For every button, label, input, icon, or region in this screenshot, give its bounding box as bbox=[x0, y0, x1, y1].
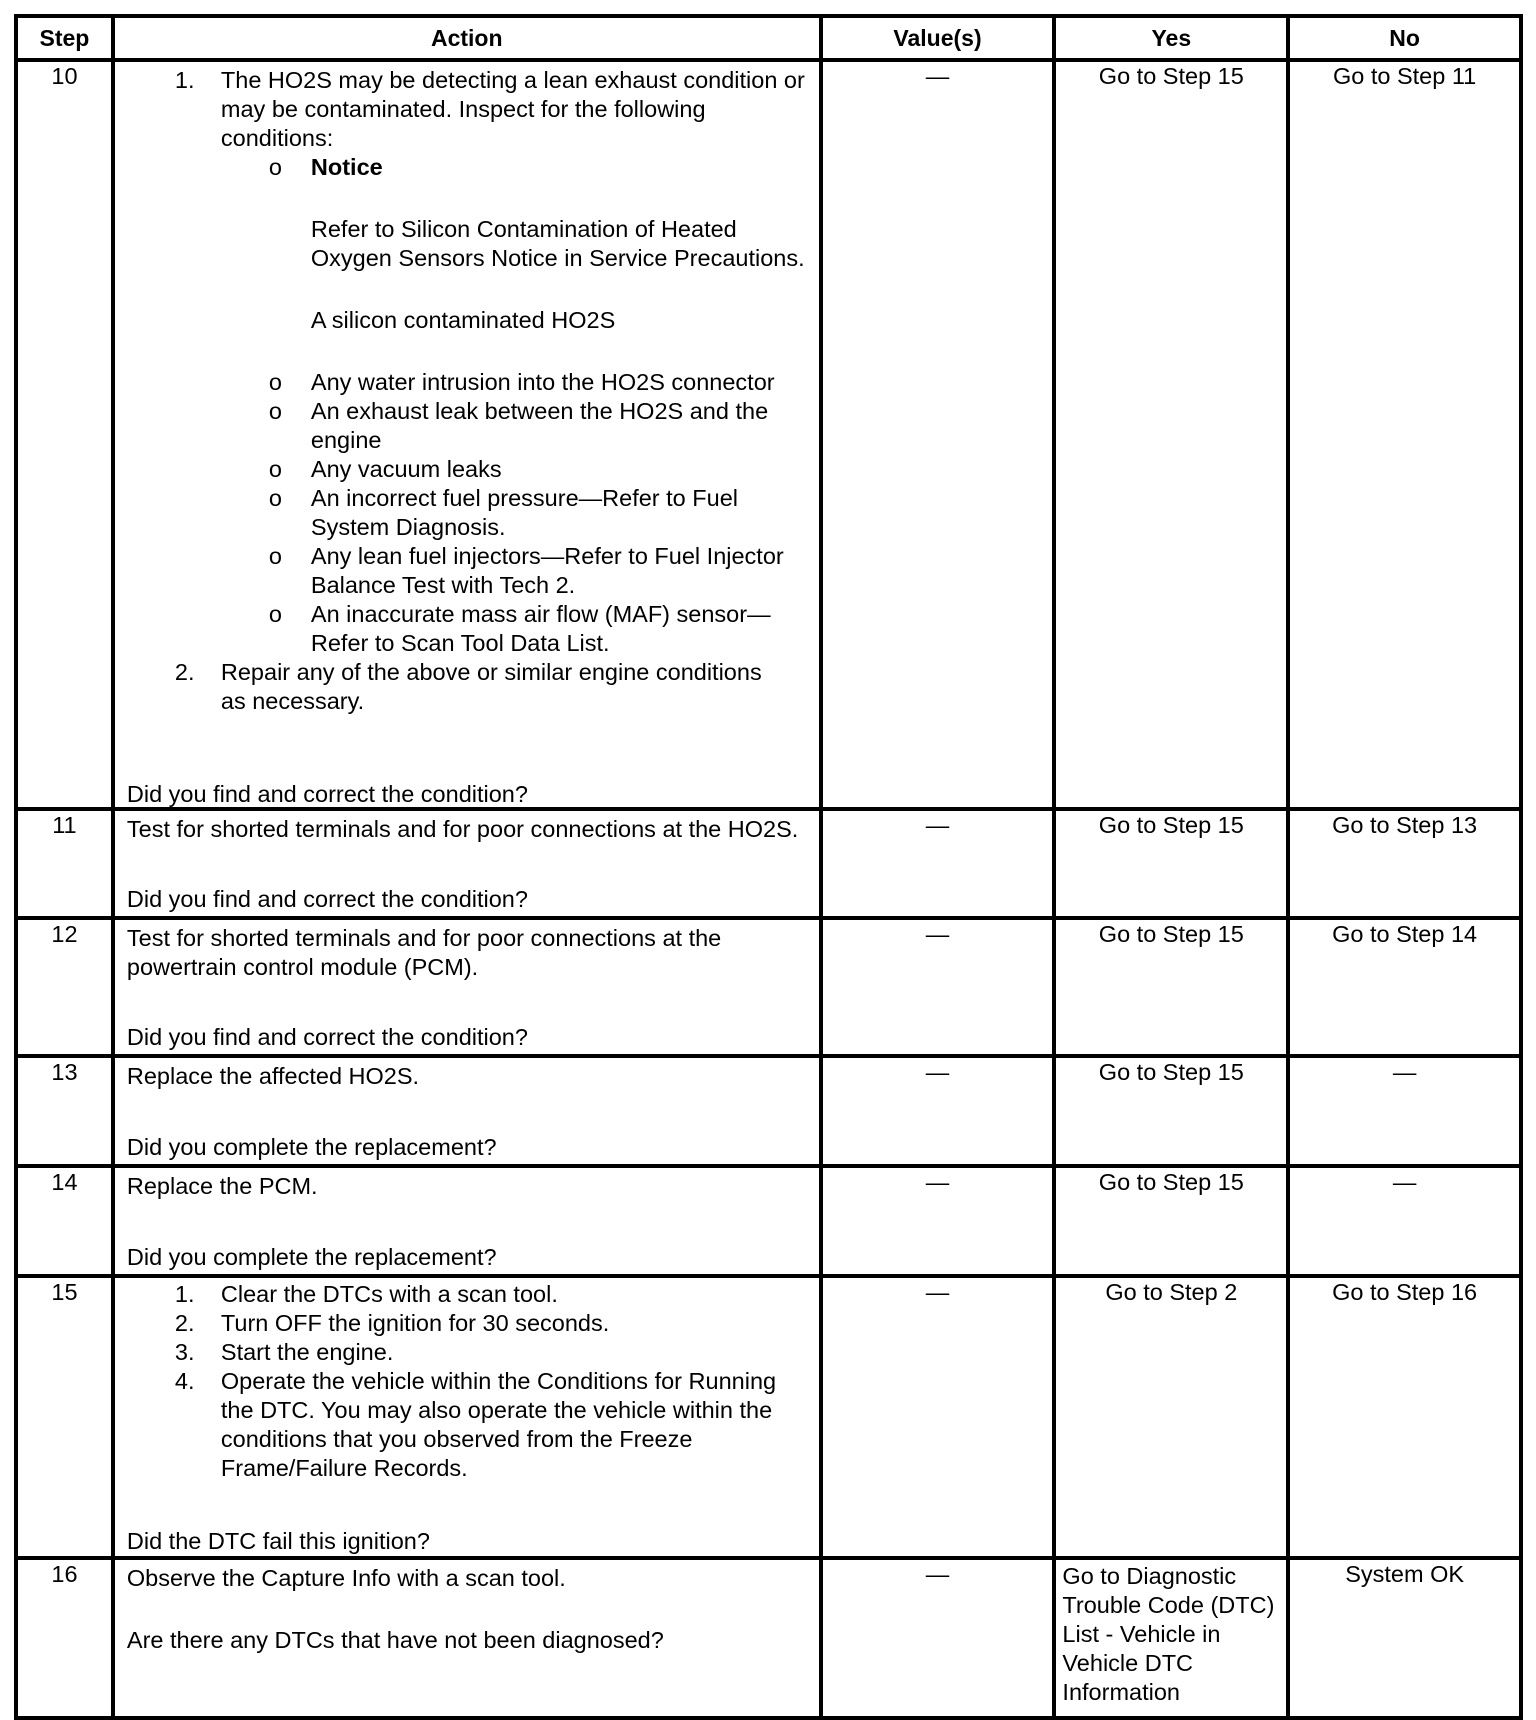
header-yes: Yes bbox=[1054, 16, 1288, 60]
no-cell: Go to Step 11 bbox=[1288, 60, 1521, 809]
condition-text: Any vacuum leaks bbox=[310, 456, 502, 482]
list-item bbox=[121, 66, 813, 658]
action-cell bbox=[113, 1276, 821, 1558]
bullet: o bbox=[268, 456, 282, 482]
question-text: Did you find and correct the condition? bbox=[126, 886, 528, 912]
list-item bbox=[121, 1280, 783, 1309]
table-row-step-13 bbox=[16, 1056, 1521, 1166]
yes-cell: Go to Step 15 bbox=[1054, 1056, 1288, 1166]
table-row-step-10 bbox=[16, 60, 1521, 809]
action-text: The HO2S may be detecting a lean exhaust condition or may be contaminated. Inspect for the following conditions: bbox=[220, 67, 805, 151]
value-cell: — bbox=[821, 1166, 1055, 1276]
no-cell: Go to Step 16 bbox=[1288, 1276, 1521, 1558]
value-cell: — bbox=[821, 1056, 1055, 1166]
question-text: Did you find and correct the condition? bbox=[126, 1024, 528, 1050]
condition-text: An incorrect fuel pressure—Refer to Fuel System Diagnosis. bbox=[310, 485, 738, 540]
condition-text: Any water intrusion into the HO2S connector bbox=[310, 369, 775, 395]
value-cell: — bbox=[821, 918, 1055, 1056]
action-cell bbox=[113, 1166, 821, 1276]
action-text: Replace the affected HO2S. bbox=[126, 1063, 420, 1089]
action-list bbox=[121, 1280, 813, 1483]
step-number: 15 bbox=[16, 1276, 113, 1558]
table-row-step-14 bbox=[16, 1166, 1521, 1276]
list-item bbox=[121, 1309, 783, 1338]
action-cell bbox=[113, 1558, 821, 1718]
condition-item bbox=[211, 484, 813, 542]
condition-item bbox=[211, 397, 813, 455]
question-text: Are there any DTCs that have not been diagnosed? bbox=[126, 1627, 664, 1653]
notice-title: Notice bbox=[310, 154, 383, 180]
action-cell bbox=[113, 60, 821, 809]
list-number: 1. bbox=[174, 1281, 195, 1307]
action-list bbox=[121, 66, 813, 716]
condition-item bbox=[211, 455, 813, 484]
list-number: 2. bbox=[174, 1310, 195, 1336]
step-number: 16 bbox=[16, 1558, 113, 1718]
header-values: Value(s) bbox=[821, 16, 1055, 60]
yes-cell: Go to Step 15 bbox=[1054, 809, 1288, 918]
yes-cell: Go to Diagnostic Trouble Code (DTC) List - Vehicle in Vehicle DTC Information bbox=[1054, 1558, 1288, 1718]
value-cell: — bbox=[821, 60, 1055, 809]
action-cell bbox=[113, 1056, 821, 1166]
yes-cell: Go to Step 15 bbox=[1054, 1166, 1288, 1276]
no-cell: Go to Step 13 bbox=[1288, 809, 1521, 918]
list-number: 3. bbox=[174, 1339, 195, 1365]
yes-cell: Go to Step 15 bbox=[1054, 918, 1288, 1056]
header-row bbox=[16, 16, 1521, 60]
action-cell bbox=[113, 809, 821, 918]
action-text: Clear the DTCs with a scan tool. bbox=[220, 1281, 558, 1307]
step-number: 12 bbox=[16, 918, 113, 1056]
action-text: Test for shorted terminals and for poor connections at the HO2S. bbox=[126, 816, 799, 842]
question-text: Did the DTC fail this ignition? bbox=[126, 1528, 430, 1554]
bullet: o bbox=[268, 543, 282, 569]
condition-text: Any lean fuel injectors—Refer to Fuel Injector Balance Test with Tech 2. bbox=[310, 543, 784, 598]
question-text: Did you complete the replacement? bbox=[126, 1134, 497, 1160]
table-row-step-12 bbox=[16, 918, 1521, 1056]
list-number: 4. bbox=[174, 1368, 195, 1394]
action-text: Test for shorted terminals and for poor connections at the powertrain control module (PCM). bbox=[126, 925, 722, 980]
table-row-step-11 bbox=[16, 809, 1521, 918]
no-cell: — bbox=[1288, 1056, 1521, 1166]
bullet: o bbox=[268, 398, 282, 424]
action-text: Repair any of the above or similar engine conditions as necessary. bbox=[220, 659, 762, 714]
condition-text: An exhaust leak between the HO2S and the engine bbox=[310, 398, 769, 453]
list-number: 1. bbox=[174, 67, 195, 93]
action-text: Replace the PCM. bbox=[126, 1173, 318, 1199]
list-item bbox=[121, 1367, 783, 1483]
step-number: 10 bbox=[16, 60, 113, 809]
condition-list bbox=[221, 153, 813, 658]
no-cell: Go to Step 14 bbox=[1288, 918, 1521, 1056]
bullet: o bbox=[268, 601, 282, 627]
condition-text: An inaccurate mass air flow (MAF) sensor—Refer to Scan Tool Data List. bbox=[310, 601, 771, 656]
bullet: o bbox=[268, 369, 282, 395]
header-action: Action bbox=[113, 16, 821, 60]
header-no: No bbox=[1288, 16, 1521, 60]
value-cell: — bbox=[821, 1276, 1055, 1558]
condition-item bbox=[211, 368, 813, 397]
value-cell: — bbox=[821, 809, 1055, 918]
bullet: o bbox=[268, 154, 282, 180]
table-row-step-16 bbox=[16, 1558, 1521, 1718]
condition-item bbox=[211, 542, 813, 600]
no-cell: — bbox=[1288, 1166, 1521, 1276]
list-number: 2. bbox=[174, 659, 195, 685]
diagnostic-table bbox=[14, 14, 1523, 1720]
action-text: Observe the Capture Info with a scan tool. bbox=[126, 1565, 566, 1591]
notice-text-2: A silicon contaminated HO2S bbox=[310, 307, 616, 333]
yes-cell: Go to Step 2 bbox=[1054, 1276, 1288, 1558]
step-number: 13 bbox=[16, 1056, 113, 1166]
no-cell: System OK bbox=[1288, 1558, 1521, 1718]
condition-item bbox=[211, 600, 813, 658]
step-number: 11 bbox=[16, 809, 113, 918]
action-text: Operate the vehicle within the Conditions for Running the DTC. You may also operate the vehicle within the conditions that you observed from the Freeze Frame/Failure Records. bbox=[220, 1368, 777, 1481]
question-text: Did you complete the replacement? bbox=[126, 1244, 497, 1270]
value-cell: — bbox=[821, 1558, 1055, 1718]
table-row-step-15 bbox=[16, 1276, 1521, 1558]
bullet: o bbox=[268, 485, 282, 511]
action-cell bbox=[113, 918, 821, 1056]
list-item bbox=[121, 658, 813, 716]
list-item bbox=[121, 1338, 783, 1367]
question-text: Did you find and correct the condition? bbox=[126, 781, 528, 807]
yes-cell: Go to Step 15 bbox=[1054, 60, 1288, 809]
header-step: Step bbox=[16, 16, 113, 60]
action-text: Turn OFF the ignition for 30 seconds. bbox=[220, 1310, 610, 1336]
step-number: 14 bbox=[16, 1166, 113, 1276]
notice-item bbox=[211, 153, 813, 368]
notice-text: Refer to Silicon Contamination of Heated Oxygen Sensors Notice in Service Precautions. bbox=[310, 216, 805, 271]
action-text: Start the engine. bbox=[220, 1339, 394, 1365]
